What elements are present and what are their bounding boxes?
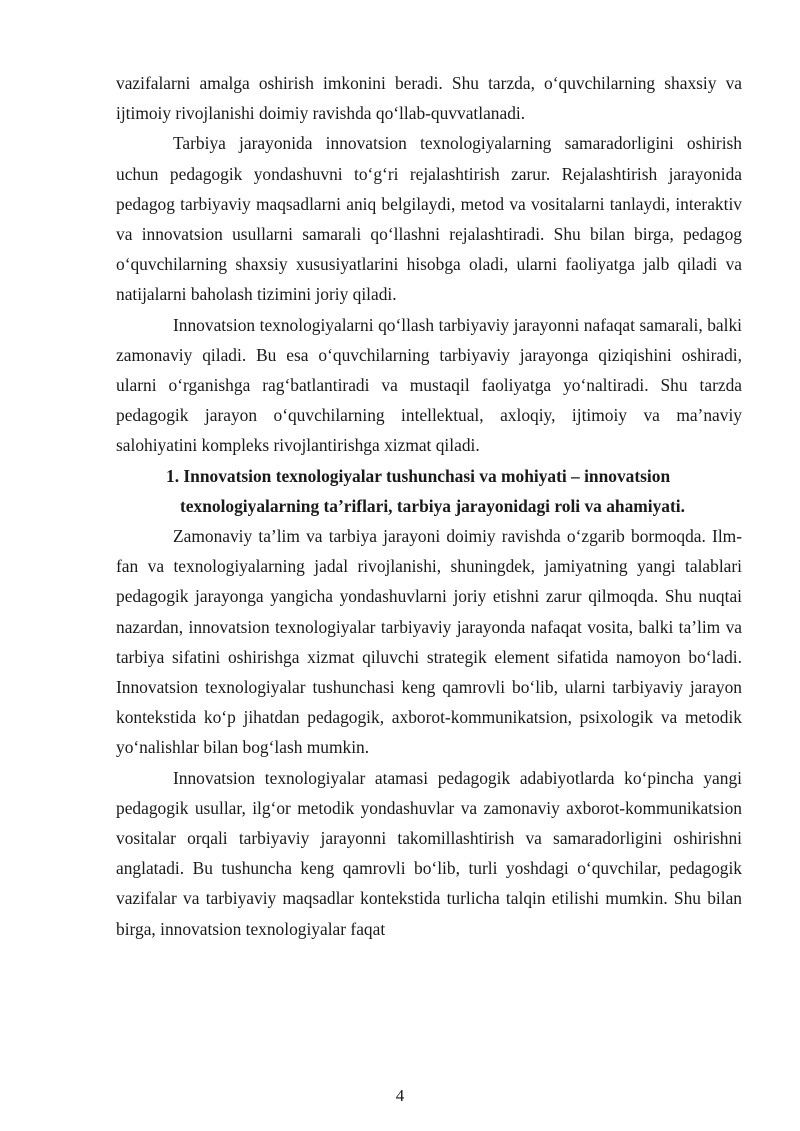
section-heading-line-2: texnologiyalarning ta’riflari, tarbiya jarayonidagi roli va ahamiyati. [180, 495, 685, 516]
body-paragraph: Innovatsion texnologiyalar atamasi pedagogik adabiyotlarda ko‘pincha yangi pedagogik usullar, ilg‘or metodik yondashuvlar va zamonaviy axborot-kommunikatsion vositalar orqali tarbiyaviy jarayonni takomillashtirish va samaradorligini oshirishni anglatadi. Bu tushuncha keng qamrovli bo‘lib, turli yoshdagi o‘quvchilar, pedagogik vazifalar va tarbiyaviy maqsadlar kontekstida turlicha talqin etilishi mumkin. Shu bilan birga, innovatsion texnologiyalar faqat [116, 767, 742, 939]
page-number: 4 [395, 1086, 405, 1105]
body-paragraph: Innovatsion texnologiyalarni qo‘llash tarbiyaviy jarayonni nafaqat samarali, balki zamonaviy qiladi. Bu esa o‘quvchilarning tarbiyaviy jarayonga qiziqishini oshiradi, ularni o‘rganishga rag‘batlantiradi va mustaqil faoliyatga yo‘naltiradi. Shu tarzda pedagogik jarayon o‘quvchilarning intellektual, axloqiy, ijtimoiy va ma’naviy salohiyatini kompleks rivojlantirishga xizmat qiladi. [116, 314, 742, 456]
section-heading-line-1: 1. Innovatsion texnologiyalar tushunchasi va mohiyati – innovatsion [166, 465, 671, 486]
body-paragraph: Zamonaviy ta’lim va tarbiya jarayoni doimiy ravishda o‘zgarib bormoqda. Ilm-fan va texnologiyalarning jadal rivojlanishi, shuningdek, jamiyatning yangi talablari pedagogik jarayonga yangicha yondashuvlarni joriy etishni zarur qilmoqda. Shu nuqtai nazardan, innovatsion texnologiyalar tarbiyaviy jarayonda nafaqat vosita, balki ta’lim va tarbiya sifatini oshirishga xizmat qiluvchi strategik element sifatida namoyon bo‘ladi. Innovatsion texnologiyalar tushunchasi keng qamrovli bo‘lib, ularni tarbiyaviy jarayon kontekstida ko‘p jihatdan pedagogik, axborot-kommunikatsion, psixologik va metodik yo‘nalishlar bilan bog‘lash mumkin. [116, 526, 742, 758]
section-heading [116, 461, 742, 521]
body-paragraph: Tarbiya jarayonida innovatsion texnologiyalarning samaradorligini oshirish uchun pedagogik yondashuvni to‘g‘ri rejalashtirish zarur. Rejalashtirish jarayonida pedagog tarbiyaviy maqsadlarni aniq belgilaydi, metod va vositalarni tanlaydi, interaktiv va innovatsion usullarni samarali qo‘llashni rejalashtiradi. Shu bilan birga, pedagog o‘quvchilarning shaxsiy xususiyatlarini hisobga oladi, ularni faoliyatga jalb qiladi va natijalarni baholash tizimini joriy qiladi. [116, 133, 742, 305]
document-page [116, 68, 742, 944]
body-paragraph: vazifalarni amalga oshirish imkonini beradi. Shu tarzda, o‘quvchilarning shaxsiy va ijtimoiy rivojlanishi doimiy ravishda qo‘llab-quvvatlanadi. [116, 73, 742, 124]
